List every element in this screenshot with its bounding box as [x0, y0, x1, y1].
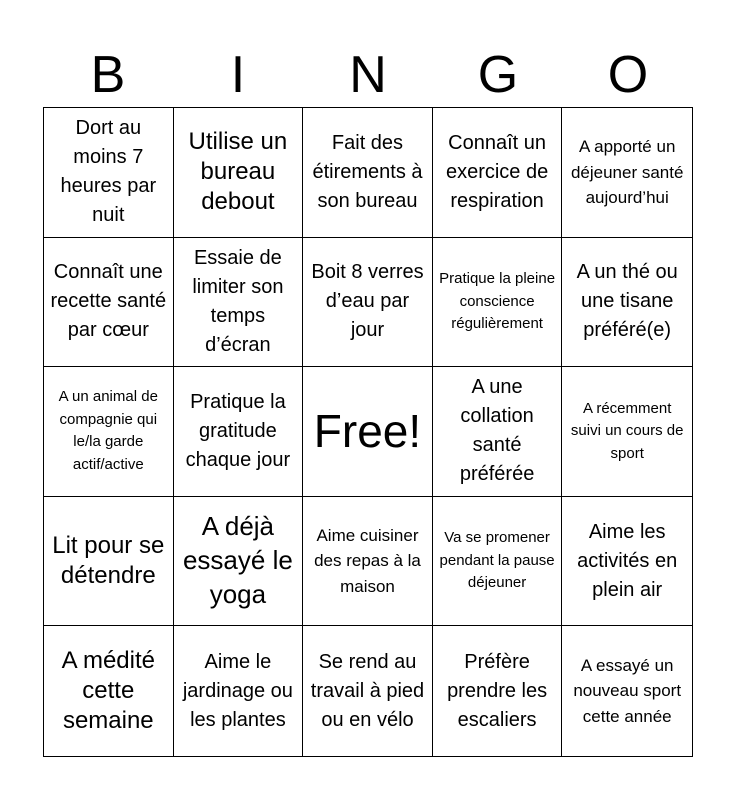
bingo-cell[interactable]: A récemment suivi un cours de sport: [562, 367, 692, 497]
free-space-cell[interactable]: Free!: [303, 367, 433, 497]
header-letter-i: I: [230, 46, 246, 104]
bingo-board: [43, 107, 693, 757]
bingo-cell[interactable]: A apporté un déjeuner santé aujourd’hui: [562, 108, 692, 238]
bingo-cell[interactable]: Pratique la pleine conscience régulièrement: [433, 238, 563, 368]
bingo-cell[interactable]: Pratique la gratitude chaque jour: [174, 367, 304, 497]
bingo-header: [43, 42, 693, 108]
bingo-cell[interactable]: Boit 8 verres d’eau par jour: [303, 238, 433, 368]
bingo-cell[interactable]: Utilise un bureau debout: [174, 108, 304, 238]
bingo-cell[interactable]: Connaît un exercice de respiration: [433, 108, 563, 238]
bingo-cell[interactable]: A un thé ou une tisane préféré(e): [562, 238, 692, 368]
bingo-cell[interactable]: Aime le jardinage ou les plantes: [174, 626, 304, 756]
header-letter-o: O: [607, 46, 649, 104]
bingo-cell[interactable]: A un animal de compagnie qui le/la garde actif/active: [44, 367, 174, 497]
header-letter-b: B: [90, 46, 126, 104]
bingo-cell[interactable]: Préfère prendre les escaliers: [433, 626, 563, 756]
header-letter-g: G: [477, 46, 519, 104]
bingo-cell[interactable]: Essaie de limiter son temps d’écran: [174, 238, 304, 368]
bingo-cell[interactable]: Lit pour se détendre: [44, 497, 174, 627]
bingo-cell[interactable]: Connaît une recette santé par cœur: [44, 238, 174, 368]
bingo-cell[interactable]: Fait des étirements à son bureau: [303, 108, 433, 238]
bingo-cell[interactable]: A déjà essayé le yoga: [174, 497, 304, 627]
bingo-cell[interactable]: Dort au moins 7 heures par nuit: [44, 108, 174, 238]
bingo-cell[interactable]: A essayé un nouveau sport cette année: [573, 655, 682, 726]
header-letter-n: N: [349, 46, 387, 104]
bingo-cell[interactable]: A médité cette semaine: [44, 626, 174, 756]
bingo-cell[interactable]: Va se promener pendant la pause déjeuner: [433, 497, 563, 627]
bingo-cell[interactable]: Aime cuisiner des repas à la maison: [303, 497, 433, 627]
bingo-cell[interactable]: A une collation santé préférée: [433, 367, 563, 497]
bingo-cell[interactable]: Se rend au travail à pied ou en vélo: [303, 626, 433, 756]
bingo-cell[interactable]: Aime les activités en plein air: [562, 497, 692, 627]
